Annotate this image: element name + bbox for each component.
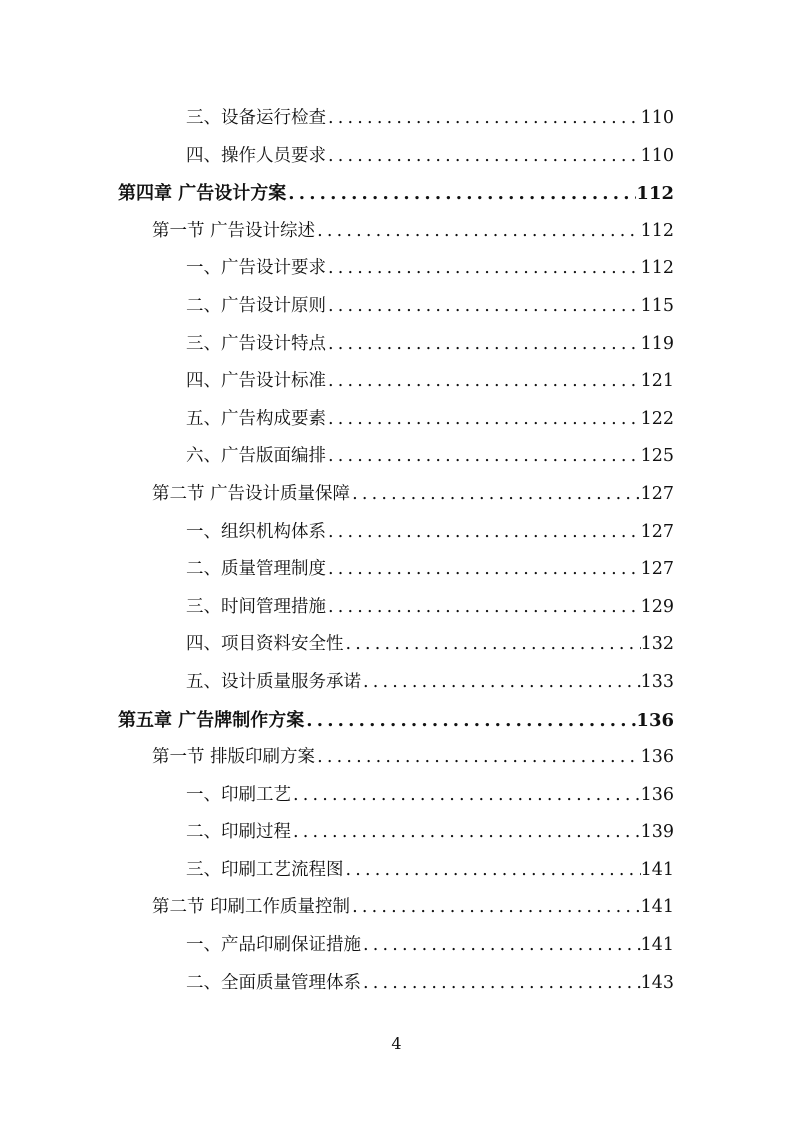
toc-entry-label: 第五章 广告牌制作方案: [118, 709, 305, 731]
toc-entry-label: 一、印刷工艺: [186, 784, 291, 805]
toc-entry-label: 三、广告设计特点: [186, 333, 326, 354]
toc-entry-label: 一、产品印刷保证措施: [186, 935, 361, 956]
toc-entry-label: 四、项目资料安全性: [186, 634, 344, 655]
toc-entry-label: 二、质量管理制度: [186, 559, 326, 580]
toc-entry-label: 三、印刷工艺流程图: [186, 859, 344, 880]
dot-leader: [286, 175, 636, 213]
toc-entry-page: 110: [640, 108, 674, 128]
toc-entry-label: 四、广告设计标准: [186, 371, 326, 392]
toc-entry-label: 三、时间管理措施: [186, 596, 326, 617]
toc-entry-label: 五、广告构成要素: [186, 408, 326, 429]
toc-entry-label: 二、广告设计原则: [186, 295, 326, 316]
toc-subsection-entry[interactable]: [118, 401, 674, 439]
toc-entry-label: 第二节 印刷工作质量控制: [152, 897, 351, 918]
toc-entry-label: 六、广告版面编排: [186, 446, 326, 467]
dot-leader: [326, 438, 641, 476]
dot-leader: [326, 401, 641, 439]
toc-entry-page: 141: [640, 859, 674, 880]
dot-leader: [350, 476, 641, 514]
toc-entry-page: 122: [640, 408, 674, 429]
toc-entry-page: 115: [640, 295, 674, 316]
toc-entry-page: 112: [640, 258, 674, 279]
toc-entry-page: 139: [640, 822, 674, 843]
toc-section-entry[interactable]: [118, 213, 674, 251]
dot-leader: [361, 664, 641, 702]
toc-entry-label: 二、全面质量管理体系: [186, 972, 361, 993]
dot-leader: [326, 250, 641, 288]
dot-leader: [326, 288, 641, 326]
toc-entry-page: 127: [640, 521, 674, 542]
dot-leader: [326, 514, 641, 552]
dot-leader: [315, 739, 641, 777]
toc-subsection-entry[interactable]: [118, 250, 674, 288]
toc-subsection-entry[interactable]: [118, 438, 674, 476]
toc-entry-page: 141: [640, 935, 674, 956]
dot-leader: [361, 965, 641, 1003]
dot-leader: [315, 213, 641, 251]
toc-entry-page: 121: [640, 371, 674, 392]
toc-subsection-entry[interactable]: [118, 852, 674, 890]
dot-leader: [326, 100, 641, 138]
toc-entry-page: 119: [640, 333, 674, 354]
dot-leader: [326, 138, 641, 176]
toc-subsection-entry[interactable]: [118, 814, 674, 852]
toc-entry-label: 三、设备运行检查: [186, 108, 326, 128]
dot-leader: [326, 589, 641, 627]
dot-leader: [304, 702, 636, 740]
toc-subsection-entry[interactable]: [118, 589, 674, 627]
toc-entry-page: 125: [640, 446, 674, 467]
dot-leader: [291, 814, 641, 852]
toc-subsection-entry[interactable]: [118, 777, 674, 815]
toc-subsection-entry[interactable]: [118, 363, 674, 401]
toc-subsection-entry[interactable]: [118, 100, 674, 138]
dot-leader: [326, 326, 641, 364]
toc-entry-page: 136: [640, 747, 674, 768]
toc-entry-page: 112: [636, 183, 674, 205]
toc-entry-label: 第一节 排版印刷方案: [152, 747, 316, 768]
toc-subsection-entry[interactable]: [118, 138, 674, 176]
toc-entry-page: 112: [640, 220, 674, 241]
toc-entry-page: 141: [640, 897, 674, 918]
toc-entry-page: 110: [640, 145, 674, 166]
toc-entry-page: 127: [640, 483, 674, 504]
dot-leader: [291, 777, 641, 815]
toc-entry-page: 132: [640, 634, 674, 655]
dot-leader: [350, 889, 641, 927]
toc-section-entry[interactable]: [118, 476, 674, 514]
toc-entry-label: 二、印刷过程: [186, 822, 291, 843]
toc-entry-page: 127: [640, 559, 674, 580]
dot-leader: [326, 551, 641, 589]
toc-entry-label: 五、设计质量服务承诺: [186, 671, 361, 692]
toc-entry-page: 136: [640, 784, 674, 805]
toc-chapter-entry[interactable]: [118, 702, 674, 740]
toc-entry-page: 136: [636, 709, 674, 731]
toc-entry-label: 第四章 广告设计方案: [118, 183, 287, 205]
toc-entry-page: 133: [640, 671, 674, 692]
toc-entry-label: 四、操作人员要求: [186, 145, 326, 166]
toc-entry-page: 129: [640, 596, 674, 617]
toc-entry-label: 第二节 广告设计质量保障: [152, 483, 351, 504]
toc-entry-label: 一、组织机构体系: [186, 521, 326, 542]
page-number: 4: [391, 1034, 402, 1053]
toc-subsection-entry[interactable]: [118, 927, 674, 965]
toc-section-entry[interactable]: [118, 889, 674, 927]
toc-chapter-entry[interactable]: [118, 175, 674, 213]
table-of-contents: [118, 100, 674, 1002]
toc-subsection-entry[interactable]: [118, 514, 674, 552]
dot-leader: [326, 363, 641, 401]
toc-section-entry[interactable]: [118, 739, 674, 777]
dot-leader: [361, 927, 641, 965]
dot-leader: [344, 626, 641, 664]
toc-subsection-entry[interactable]: [118, 551, 674, 589]
toc-subsection-entry[interactable]: [118, 965, 674, 1003]
toc-entry-label: 第一节 广告设计综述: [152, 220, 316, 241]
toc-entry-label: 一、广告设计要求: [186, 258, 326, 279]
toc-subsection-entry[interactable]: [118, 326, 674, 364]
toc-subsection-entry[interactable]: [118, 288, 674, 326]
toc-subsection-entry[interactable]: [118, 664, 674, 702]
toc-entry-page: 143: [640, 972, 674, 993]
dot-leader: [344, 852, 641, 890]
toc-subsection-entry[interactable]: [118, 626, 674, 664]
